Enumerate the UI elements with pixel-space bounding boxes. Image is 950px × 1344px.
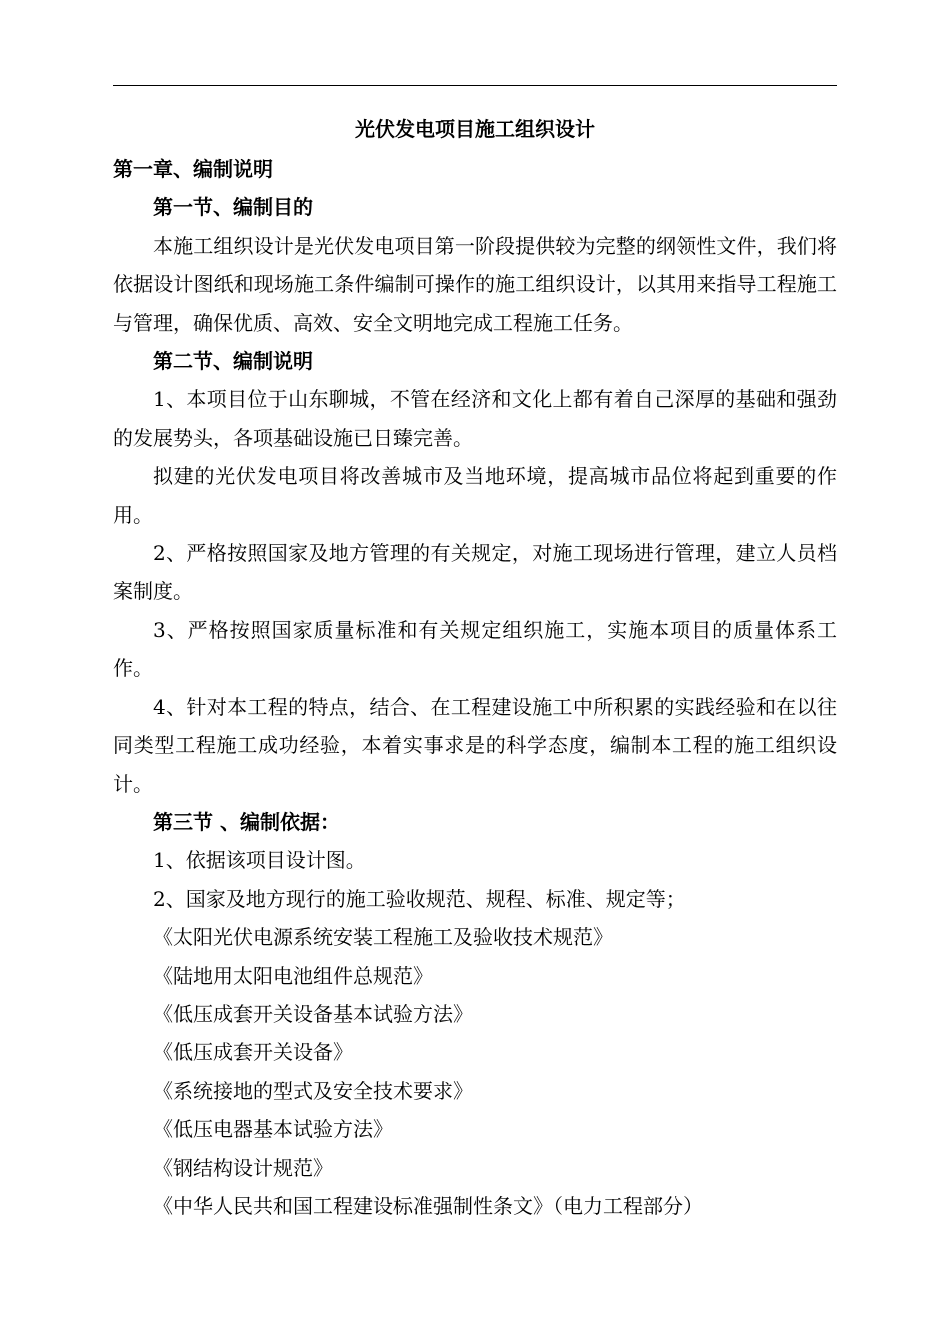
paragraph: 本施工组织设计是光伏发电项目第一阶段提供较为完整的纲领性文件，我们将依据设计图纸和现场施工条件编制可操作的施工组织设计，以其用来指导工程施工与管理，确保优质、高效、安全文明地完成工程施工任务。	[113, 233, 837, 335]
section-heading-3: 第三节 、编制依据：	[153, 809, 340, 834]
list-item: 《低压成套开关设备》	[153, 1040, 353, 1065]
document-body	[113, 108, 837, 1225]
header-rule	[113, 85, 837, 86]
list-item: 《陆地用太阳电池组件总规范》	[153, 963, 433, 988]
paragraph: 4、针对本工程的特点，结合、在工程建设施工中所积累的实践经验和在以往同类型工程施工成功经验，本着实事求是的科学态度，编制本工程的施工组织设计。	[113, 694, 837, 796]
list-item: 2、国家及地方现行的施工验收规范、规程、标准、规定等；	[153, 886, 686, 911]
paragraph: 3、严格按照国家质量标准和有关规定组织施工，实施本项目的质量体系工作。	[113, 617, 837, 681]
document-title: 光伏发电项目施工组织设计	[355, 117, 595, 141]
list-item: 《太阳光伏电源系统安装工程施工及验收技术规范》	[153, 925, 613, 950]
paragraph: 拟建的光伏发电项目将改善城市及当地环境，提高城市品位将起到重要的作用。	[113, 464, 837, 527]
section-heading-1: 第一节、编制目的	[153, 195, 313, 220]
list-item: 1、依据该项目设计图。	[153, 848, 366, 873]
list-item: 《中华人民共和国工程建设标准强制性条文》（电力工程部分）	[153, 1193, 703, 1218]
list-item: 《钢结构设计规范》	[153, 1155, 333, 1180]
list-item: 《低压电器基本试验方法》	[153, 1117, 393, 1142]
list-item: 《系统接地的型式及安全技术要求》	[153, 1078, 473, 1103]
section-heading-2: 第二节、编制说明	[153, 349, 313, 374]
list-item: 《低压成套开关设备基本试验方法》	[153, 1001, 473, 1026]
paragraph: 1、本项目位于山东聊城，不管在经济和文化上都有着自己深厚的基础和强劲的发展势头，各项基础设施已日臻完善。	[113, 387, 837, 450]
paragraph: 2、严格按照国家及地方管理的有关规定，对施工现场进行管理，建立人员档案制度。	[113, 541, 837, 604]
chapter-heading: 第一章、编制说明	[113, 157, 273, 181]
